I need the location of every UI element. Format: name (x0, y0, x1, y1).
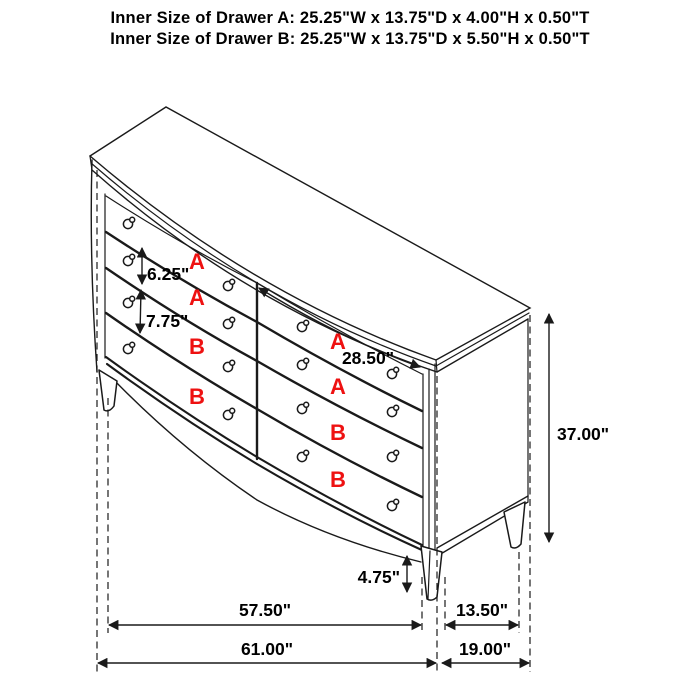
drawer-a-height-label: 6.25" (147, 264, 190, 284)
drawer-label: A (330, 374, 346, 399)
leg-height-label: 4.75" (357, 567, 400, 587)
drawer-label: A (189, 249, 205, 274)
front-right-leg (421, 546, 442, 600)
drawer-b-height-arrow (140, 290, 141, 333)
case-height-label: 37.00" (557, 424, 610, 444)
leg-depth-label: 13.50" (455, 600, 509, 620)
drawer-a-inner-size: Inner Size of Drawer A: 25.25"W x 13.75"D x 4.00"H x 0.50"T (110, 9, 590, 27)
overall-depth-label: 19.00" (458, 639, 512, 659)
drawer-label: B (330, 467, 346, 492)
left-corner-post (91, 160, 105, 372)
drawer-label: B (189, 334, 205, 359)
case-width-label: 57.50" (238, 600, 292, 620)
drawer-width-label: 28.50" (341, 348, 395, 368)
overall-width-label: 61.00" (240, 639, 294, 659)
drawer-b-inner-size: Inner Size of Drawer B: 25.25"W x 13.75"D x 5.50"H x 0.50"T (110, 30, 590, 48)
drawer-label: B (330, 420, 346, 445)
drawer-label: A (330, 329, 346, 354)
drawer-b-height-label: 7.75" (146, 311, 189, 331)
drawer-label: B (189, 384, 205, 409)
drawer-label: A (189, 285, 205, 310)
